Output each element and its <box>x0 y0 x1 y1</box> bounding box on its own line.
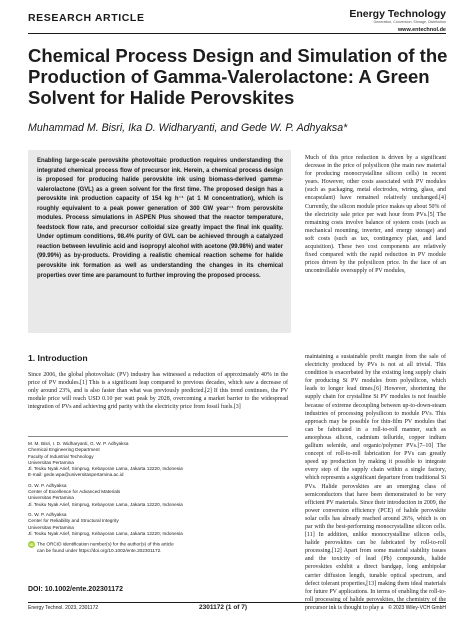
affiliation-line: Jl. Teuku Nyak Arief, Simprug, Kebayoran Lama, Jakarta 12220, Indonesia <box>28 466 183 472</box>
journal-name: Energy Technology <box>349 8 446 20</box>
right-column-continued-text: maintaining a sustainable profit margin from the sale of electricity produced by PVs is not at all trivial. This condition is exacerbated by the existing long supply chain for producing Si PV modules from polysilicon, which leads to longer lead times.[6] However, shortening the supply chain for crystalline Si PV modules is not feasible because of extreme decoupling between up-to-down-steam industries of processing polysilicon to module PVs. This approach may be possible for thin-film PV modules that can be fabricated in a roll-to-roll manner, such as amorphous silicon, cadmium telluride, copper indium gallium selenide, and organic/polymer PVs.[7–10] The concept of roll-to-roll fabrication for PVs can greatly speed up production by making it possible to integrate every step of the supply chain within a single factory, which represents a significant departure from traditional Si PVs. Halide perovskites are an emerging class of semiconductors that have been demonstrated to be very efficient PV materials. Since their introduction in 2009, the power conversion efficiency (PCE) of halide perovskite solar cells has already reached around 26%, which is on par with the best-performing monocrystalline silicon cells.[11] In addition, unlike monocrystalline silicon cells, halide perovskites can be fabricated by roll-to-roll processing.[12] Apart from some material stability issues and the toxicity of lead (Pb) compounds, halide perovskites exhibit a direct bandgap, long ambipolar carrier diffusion length, tunable optical spectrum, and defect tolerant properties,[13] making them ideal materials for future PV applications. In terms of enabling the roll-to-roll processing of halide perovskites, the chemistry of the precursor ink is thought to play a <box>305 354 446 611</box>
affiliation-line: G. W. P. Adhyaksa <box>28 511 67 517</box>
affiliation-line: Universitas Pertamina <box>28 459 74 465</box>
affiliation-line: Universitas Pertamina <box>28 495 74 501</box>
affiliation-line: Jl. Teuku Nyak Arief, Simprug, Kebayoran Lama, Jakarta 12220, Indonesia <box>28 530 183 536</box>
paper-title: Chemical Process Design and Simulation of the Production of Gamma-Valerolactone: A Green Solvent for Halide Perovskites <box>28 45 448 108</box>
introduction-text: Since 2006, the global photovoltaic (PV) industry has witnessed a reduction of approximately 40% in the price of PV modules.[1] This is a significant leap compared to previous decades, which saw a decrease of only around 23%, and is also faster than what was previously predicted.[2] If this trend continues, the PV module price will reach USD 0.10 per watt peak by 2028, overcoming a market barrier to the widespread integration of PVs and achieving grid parity with the electricity price from fossil fuels.[3] <box>28 372 288 411</box>
footer-citation: Energy Technol. 2023, 2301172 <box>28 605 99 611</box>
header-divider <box>28 33 446 34</box>
orcid-doi-link[interactable]: can be found under https://doi.org/10.1002/ente.202301172. <box>37 548 162 554</box>
contact-email-link[interactable]: E-mail: gede.wpa@universitaspertamina.ac.id <box>28 472 124 478</box>
section-heading-introduction: 1. Introduction <box>28 353 88 363</box>
affiliation-line: M. M. Bisri, I. D. Widharyanti, G. W. P. Adhyaksa <box>28 441 129 446</box>
affiliation-1 <box>28 441 290 479</box>
affiliation-3 <box>28 512 290 537</box>
journal-url-link[interactable]: www.entechnol.de <box>397 27 446 33</box>
affiliation-2 <box>28 483 290 508</box>
affiliation-line: G. W. P. Adhyaksa <box>28 482 67 488</box>
affiliation-line: Jl. Teuku Nyak Arief, Simprug, Kebayoran Lama, Jakarta 12220, Indonesia <box>28 501 183 507</box>
copyright-notice: © 2023 Wiley-VCH GmbH <box>388 605 446 611</box>
journal-tagline: Generation, Conversion, Storage, Distribution <box>373 20 446 24</box>
doi-link[interactable]: DOI: 10.1002/ente.202301172 <box>28 586 123 593</box>
orcid-note-line: The ORCID identification number(s) for the author(s) of this article <box>37 541 174 547</box>
footer-divider <box>28 602 446 603</box>
affiliation-line: Center of Excellence for Advanced Materials <box>28 489 121 495</box>
affiliation-line: Universitas Pertamina <box>28 524 74 530</box>
affiliation-line: Chemical Engineering Department <box>28 447 100 453</box>
orcid-icon[interactable]: iD <box>29 542 34 548</box>
affiliations-block <box>28 441 290 554</box>
affiliation-line: Faculty of Industrial Technology <box>28 453 94 459</box>
affiliation-line: Center for Reliability and Structural Integrity <box>28 518 119 524</box>
orcid-note <box>28 541 290 554</box>
right-column-text: Much of this price reduction is driven by a significant decrease in the price of polysilicon (the main raw material for producing monocrystalline silicon cells) in recent years. However, other costs associated with PV modules (such as packaging, metal electrodes, wiring, glass, and encapsulant) have remained relatively unchanged.[4] Currently, the silicon module price makes up about 50% of the electricity sale price per watt hour from PVs.[5] The remaining costs involve balance of system costs (such as mechanical mounting, inverter, and energy storage) and soft costs (such as tax, contingency plan, and land acquisition). These two cost components are relatively fixed compared with the rapid reduction in PV module prices driven by the polysilicon price. In the face of an uncontrollable oversupply of PV modules, <box>305 155 446 275</box>
page-number: 2301172 (1 of 7) <box>199 604 248 611</box>
abstract-text: Enabling large-scale perovskite photovoltaic production requires understanding the integrated chemical process flow of precursor ink. Herein, a chemical process design is proposed for producing halide perovskite ink using biomass-derived gamma-valerolactone (GVL) as a green solvent for the first time. The proposed design has a perovskite ink production capacity of 154 kg h⁻¹ (at 1 M concentration), which is roughly equivalent to a peak power generation of 300 GW year⁻¹ from perovskite modules. Process simulations in ASPEN Plus showed that the reactor temperature, feedstock flow rate, and precursor colloidal size greatly impact the final ink quality. Under optimum conditions, 98.4% purity of GVL can be achieved through a catalyzed reaction between levulinic acid and isopropyl alcohol with acetone (99.98%) and water (99.99%) as by-products. Providing a realistic chemical reaction scheme for halide perovskite ink formation as well as understanding the changes in its chemical properties over time are paramount to further improving the proposed process. <box>37 158 283 279</box>
affiliation-divider <box>28 436 288 437</box>
article-type-label: RESEARCH ARTICLE <box>28 12 145 24</box>
author-list: Muhammad M. Bisri, Ika D. Widharyanti, and Gede W. P. Adhyaksa* <box>28 122 348 134</box>
abstract-box <box>28 150 291 333</box>
